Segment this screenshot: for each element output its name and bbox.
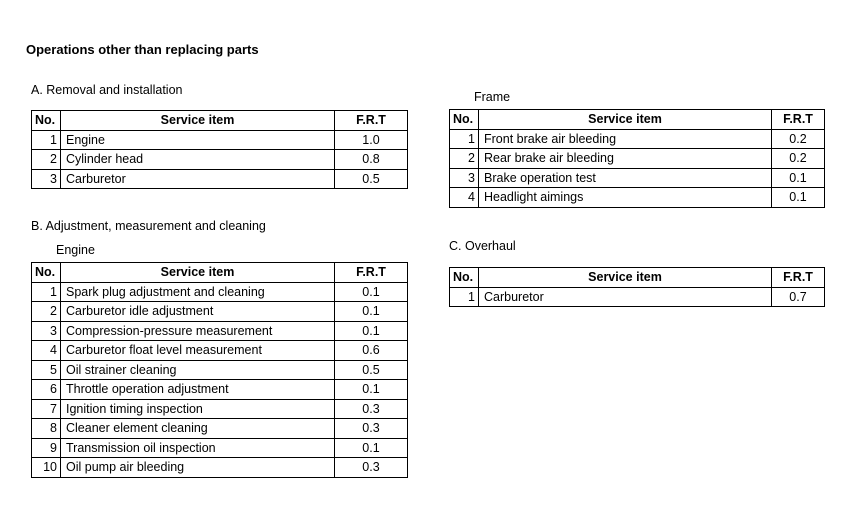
table-row <box>32 130 408 150</box>
row-service-item: Rear brake air bleeding <box>479 149 772 169</box>
table-row <box>32 419 408 439</box>
row-number: 3 <box>32 169 61 189</box>
table-row <box>32 458 408 478</box>
table-row <box>450 129 825 149</box>
row-service-item: Oil strainer cleaning <box>61 360 335 380</box>
row-number: 2 <box>450 149 479 169</box>
row-number: 1 <box>450 287 479 307</box>
row-number: 5 <box>32 360 61 380</box>
row-frt-value: 0.1 <box>335 438 408 458</box>
section-c-title: C. Overhaul <box>449 239 516 253</box>
row-frt-value: 0.1 <box>335 282 408 302</box>
row-service-item: Carburetor <box>61 169 335 189</box>
row-number: 7 <box>32 399 61 419</box>
table-row <box>32 321 408 341</box>
row-number: 3 <box>32 321 61 341</box>
table-row <box>32 438 408 458</box>
table-adjustment-engine <box>31 262 408 478</box>
table-header-row <box>32 111 408 131</box>
row-service-item: Cleaner element cleaning <box>61 419 335 439</box>
section-a-title: A. Removal and installation <box>31 83 183 97</box>
row-service-item: Cylinder head <box>61 150 335 170</box>
table-row <box>32 282 408 302</box>
column-header-frt: F.R.T <box>335 263 408 283</box>
table-row <box>32 150 408 170</box>
row-service-item: Carburetor float level measurement <box>61 341 335 361</box>
table-row <box>450 287 825 307</box>
table-row <box>32 302 408 322</box>
row-frt-value: 0.2 <box>772 129 825 149</box>
row-number: 4 <box>32 341 61 361</box>
table-row <box>32 169 408 189</box>
row-number: 4 <box>450 188 479 208</box>
row-frt-value: 0.3 <box>335 458 408 478</box>
row-service-item: Brake operation test <box>479 168 772 188</box>
row-number: 1 <box>450 129 479 149</box>
row-frt-value: 0.1 <box>335 302 408 322</box>
column-header-no: No. <box>450 110 479 130</box>
table-row <box>450 149 825 169</box>
column-header-no: No. <box>32 111 61 131</box>
row-frt-value: 0.1 <box>335 380 408 400</box>
row-service-item: Engine <box>61 130 335 150</box>
table-row <box>32 399 408 419</box>
row-frt-value: 0.7 <box>772 287 825 307</box>
row-frt-value: 0.1 <box>335 321 408 341</box>
table-header-row <box>450 268 825 288</box>
column-header-frt: F.R.T <box>772 268 825 288</box>
row-number: 8 <box>32 419 61 439</box>
row-service-item: Spark plug adjustment and cleaning <box>61 282 335 302</box>
column-header-service-item: Service item <box>479 268 772 288</box>
column-header-no: No. <box>32 263 61 283</box>
column-header-service-item: Service item <box>479 110 772 130</box>
table-row <box>32 380 408 400</box>
table-row <box>450 188 825 208</box>
table-header-row <box>32 263 408 283</box>
row-number: 2 <box>32 150 61 170</box>
table-removal-installation <box>31 110 408 189</box>
row-frt-value: 0.5 <box>335 169 408 189</box>
frame-title: Frame <box>474 90 511 104</box>
row-frt-value: 0.8 <box>335 150 408 170</box>
row-number: 1 <box>32 282 61 302</box>
row-frt-value: 0.6 <box>335 341 408 361</box>
row-frt-value: 0.1 <box>772 188 825 208</box>
column-header-service-item: Service item <box>61 111 335 131</box>
row-service-item: Compression-pressure measurement <box>61 321 335 341</box>
column-header-frt: F.R.T <box>772 110 825 130</box>
row-number: 9 <box>32 438 61 458</box>
row-frt-value: 1.0 <box>335 130 408 150</box>
table-row <box>32 341 408 361</box>
section-b-subtitle: Engine <box>56 243 95 257</box>
row-service-item: Carburetor <box>479 287 772 307</box>
row-service-item: Front brake air bleeding <box>479 129 772 149</box>
row-frt-value: 0.5 <box>335 360 408 380</box>
row-frt-value: 0.2 <box>772 149 825 169</box>
row-number: 2 <box>32 302 61 322</box>
row-number: 1 <box>32 130 61 150</box>
row-frt-value: 0.3 <box>335 419 408 439</box>
table-frame <box>449 109 825 208</box>
row-service-item: Carburetor idle adjustment <box>61 302 335 322</box>
row-service-item: Oil pump air bleeding <box>61 458 335 478</box>
page-title: Operations other than replacing parts <box>26 42 259 57</box>
section-b-title: B. Adjustment, measurement and cleaning <box>31 219 266 233</box>
row-frt-value: 0.3 <box>335 399 408 419</box>
row-number: 10 <box>32 458 61 478</box>
row-service-item: Transmission oil inspection <box>61 438 335 458</box>
row-service-item: Throttle operation adjustment <box>61 380 335 400</box>
row-number: 6 <box>32 380 61 400</box>
row-service-item: Ignition timing inspection <box>61 399 335 419</box>
table-row <box>450 168 825 188</box>
column-header-frt: F.R.T <box>335 111 408 131</box>
column-header-service-item: Service item <box>61 263 335 283</box>
table-overhaul <box>449 267 825 307</box>
table-row <box>32 360 408 380</box>
row-service-item: Headlight aimings <box>479 188 772 208</box>
column-header-no: No. <box>450 268 479 288</box>
row-frt-value: 0.1 <box>772 168 825 188</box>
row-number: 3 <box>450 168 479 188</box>
table-header-row <box>450 110 825 130</box>
